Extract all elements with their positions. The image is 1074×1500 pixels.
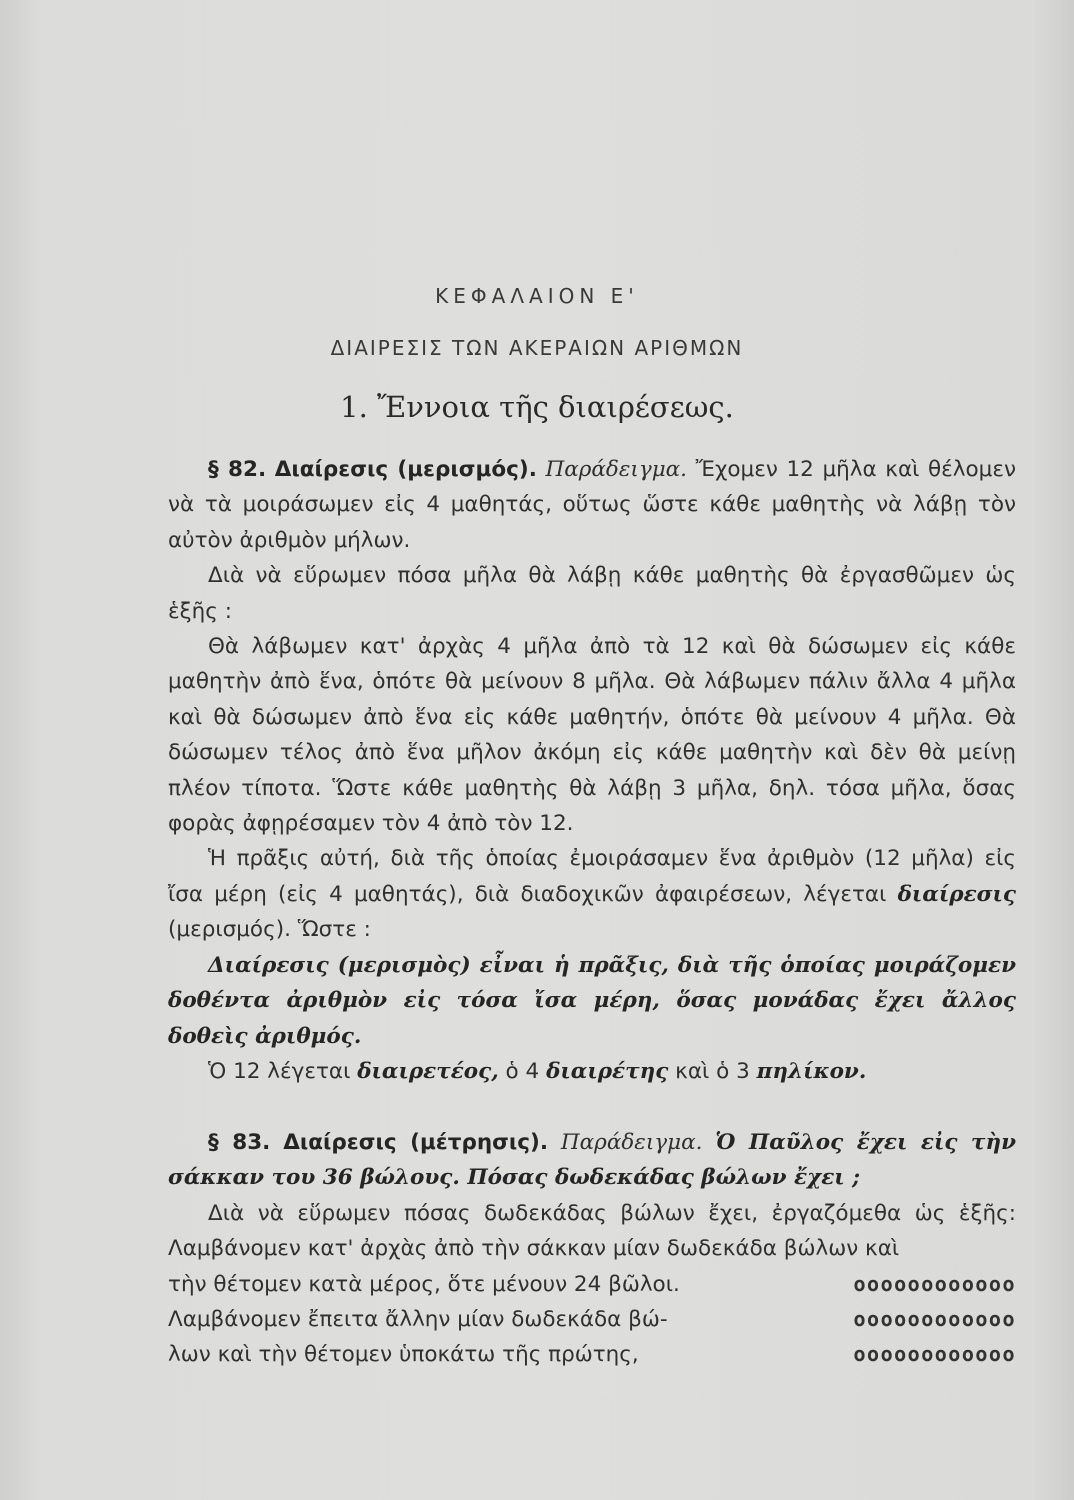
para-82-operation-term: διαίρεσις	[897, 881, 1016, 907]
para-83-intro	[168, 1125, 1016, 1196]
marbles-dozen-2: oooooooooooo	[853, 1307, 1016, 1332]
chapter-subtitle: ΔΙΑΙΡΕΣΙΣ ΤΩΝ ΑΚΕΡΑΙΩΝ ΑΡΙΘΜΩΝ	[330, 336, 744, 360]
para-82-procedure: Θὰ λάβωμεν κατ' ἀρχὰς 4 μῆλα ἀπὸ τὰ 12 καὶ θὰ δώσωμεν εἰς κάθε μαθητὴν ἀπὸ ἕνα, ὁπότε θὰ μείνουν 8 μῆλα. Θὰ λάβωμεν πάλιν ἄλλα 4 μῆλα καὶ θὰ δώσωμεν ἀπὸ ἕνα εἰς κάθε μαθητήν, ὁπότε θὰ μείνουν 4 μῆλα. Θὰ δώσωμεν τέλος ἀπὸ ἕνα μῆλον ἀκόμη εἰς κάθε μαθητὴν καὶ δὲν θὰ μείνῃ πλέον τίποτα. Ὥστε κάθε μαθητὴς θὰ λάβῃ 3 μῆλα, δηλ. τόσα μῆλα, ὅσας φορὰς ἀφῃρέσαμεν τὸν 4 ἀπὸ τὸν 12.	[168, 634, 1016, 837]
para-82-number: § 82.	[208, 457, 267, 482]
para-83-line-a: τὴν θέτομεν κατὰ μέρος, ὅτε μένουν 24 βῶλοι.	[168, 1271, 680, 1297]
marble-row-3	[168, 1337, 1016, 1372]
para-82-operation	[168, 841, 1016, 947]
terms-text-3: καὶ ὁ 3	[675, 1058, 750, 1084]
terms-text-2: ὁ 4	[505, 1058, 540, 1084]
marbles-dozen-3: oooooooooooo	[853, 1342, 1016, 1367]
para-83-title: Διαίρεσις (μέτρησις).	[283, 1130, 549, 1155]
para-82-intro	[168, 452, 1016, 558]
para-82-terms	[168, 1054, 1016, 1089]
paragraph-82	[168, 452, 1016, 1089]
para-83-line-c: λων καὶ τὴν θέτομεν ὑποκάτω τῆς πρώτης,	[168, 1342, 639, 1368]
section-title: 1. Ἔννοια τῆς διαιρέσεως.	[340, 390, 734, 424]
para-82-example-label: Παράδειγμα.	[545, 457, 688, 482]
term-dividend: διαιρετέος,	[357, 1058, 499, 1084]
para-82-how: Διὰ νὰ εὕρωμεν πόσα μῆλα θὰ λάβῃ κάθε μαθητὴς θὰ ἐργασθῶμεν ὡς ἑξῆς :	[168, 563, 1016, 624]
para-82-example-text: Ἔχομεν 12 μῆλα καὶ θέλομεν νὰ τὰ μοιράσωμεν εἰς 4 μαθητάς, οὕτως ὥστε κάθε μαθητὴς νὰ λάβῃ τὸν αὐτὸν ἀριθμὸν μήλων.	[168, 457, 1016, 553]
para-82-title: Διαίρεσις (μερισμός).	[274, 457, 537, 482]
para-83-number: § 83.	[208, 1130, 271, 1155]
marble-row-2	[168, 1302, 1016, 1337]
para-83-line-b: Λαμβάνομεν ἔπειτα ἄλλην μίαν δωδεκάδα βώ-	[168, 1307, 668, 1333]
para-82-operation-before: Ἡ πρᾶξις αὐτή, διὰ τῆς ὁποίας ἐμοιράσαμεν ἕνα ἀριθμὸν (12 μῆλα) εἰς ἴσα μέρη (εἰς 4 μαθητάς), διὰ διαδοχικῶν ἀφαιρέσεων, λέγεται	[168, 846, 1016, 907]
terms-text-1: Ὁ 12 λέγεται	[208, 1058, 351, 1084]
para-83-example-label: Παράδειγμα.	[560, 1130, 703, 1155]
term-quotient: πηλίκον.	[756, 1058, 867, 1084]
para-83-example-text: Ὁ Παῦλος ἔχει εἰς τὴν σάκκαν του 36 βώλους. Πόσας δωδεκάδας βώλων ἔχει ;	[168, 1130, 1016, 1191]
paragraph-83	[168, 1125, 1016, 1373]
term-divisor: διαιρέτης	[546, 1058, 669, 1084]
para-83-how: Διὰ νὰ εὕρωμεν πόσας δωδεκάδας βώλων ἔχει, ἐργαζόμεθα ὡς ἑξῆς: Λαμβάνομεν κατ' ἀρχὰς ἀπὸ τὴν σάκκαν μίαν δωδεκάδα βώλων καὶ	[168, 1200, 1016, 1262]
marble-row-1	[168, 1267, 1016, 1302]
chapter-heading: ΚΕΦΑΛΑΙΟΝ Ε'	[435, 284, 639, 308]
marbles-dozen-1: oooooooooooo	[853, 1271, 1016, 1296]
definition-division: Διαίρεσις (μερισμὸς) εἶναι ἡ πρᾶξις, διὰ τῆς ὁποίας μοιράζομεν δοθέντα ἀριθμὸν εἰς τόσα ἴσα μέρη, ὅσας μονάδας ἔχει ἄλλος δοθεὶς ἀριθμός.	[168, 952, 1016, 1049]
para-82-operation-after: (μερισμός). Ὥστε :	[168, 917, 371, 943]
